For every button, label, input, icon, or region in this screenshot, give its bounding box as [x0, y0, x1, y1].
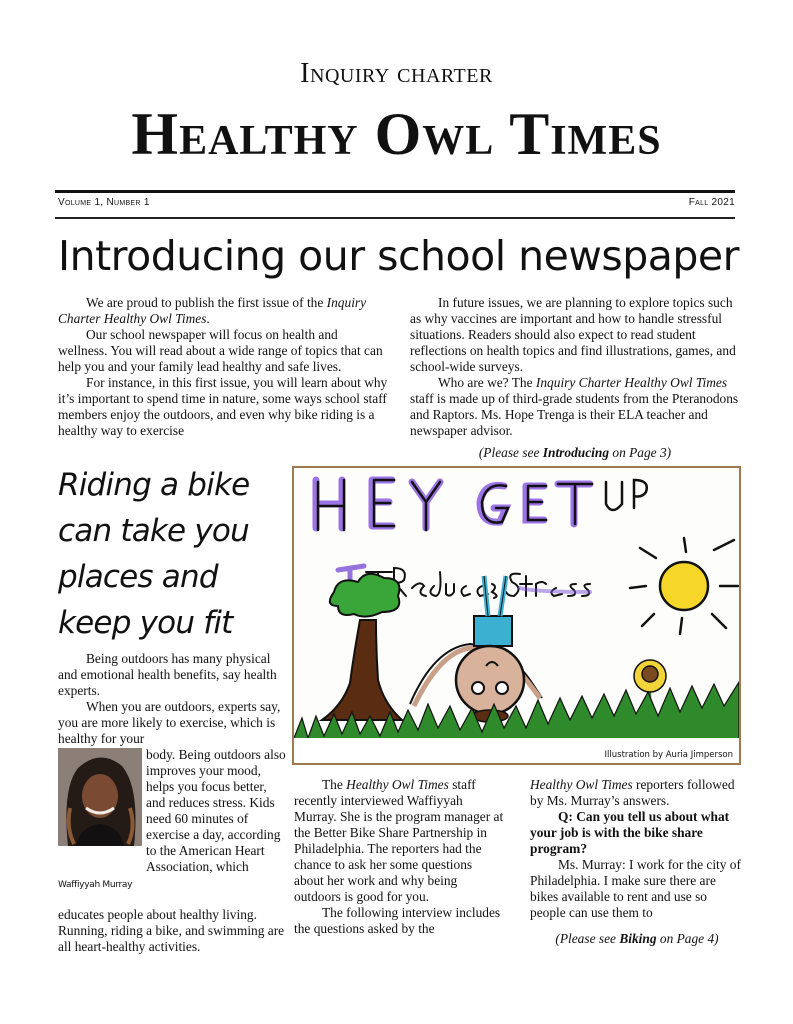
text-run: (Please see	[555, 931, 620, 946]
waffiyyah-murray-photo	[58, 748, 142, 846]
masthead-rule-top	[55, 190, 735, 193]
illustration-drawing	[294, 468, 739, 763]
interview-answer: Ms. Murray: I work for the city of Philadelphia. I make sure there are bikes available to rent and use so people can use them to	[530, 857, 741, 920]
lead-paragraph	[410, 375, 740, 439]
bike-paragraph: When you are outdoors, experts say, you are more likely to exercise, which is healthy for your	[58, 699, 281, 746]
volume-number: Volume 1, Number 1	[58, 197, 150, 208]
jump-line-introducing[interactable]	[410, 445, 740, 461]
text-run: on Page 4)	[656, 931, 719, 946]
portrait-image	[58, 748, 142, 846]
child-figure-drawing	[410, 576, 542, 722]
text-run: reporters followed by Ms. Murray’s answers.	[530, 777, 735, 808]
lead-column-1	[58, 295, 388, 439]
bike-story-body-wrap: body. Being outdoors also improves your mood, helps you focus better, and reduces stress. Kids need 60 minutes of exercise a day, according to the American Heart Association, which	[146, 747, 286, 874]
lead-paragraph: Our school newspaper will focus on health and wellness. You will read about a wide range of topics that can help you and your family lead healthy and safe lives.	[58, 327, 383, 374]
issue-date: Fall 2021	[688, 197, 735, 208]
interview-question: Q: Can you tell us about what your job is with the bike share program?	[530, 809, 730, 856]
text-run: The	[322, 777, 347, 792]
interview-paragraph	[294, 777, 504, 905]
text-run: Who are we? The	[438, 375, 536, 390]
sun-drawing	[630, 538, 738, 634]
jump-keyword: Biking	[619, 931, 657, 946]
jump-keyword: Introducing	[542, 445, 610, 460]
illustration-credit: Illustration by Auria Jimperson	[604, 750, 733, 760]
interview-column-2	[530, 777, 744, 947]
text-run: We are proud to publish the first issue of the	[86, 295, 327, 310]
lead-column-2	[410, 295, 740, 461]
bike-story-body-top	[58, 651, 288, 747]
bike-story-body-bottom: educates people about healthy living. Running, riding a bike, and swimming are all heart-healthy activities.	[58, 907, 285, 954]
lead-paragraph	[58, 295, 388, 327]
publication-name: Healthy Owl Times	[346, 777, 449, 792]
publication-name: Healthy Owl Times	[530, 777, 633, 792]
masthead-kicker: Inquiry charter	[300, 58, 493, 89]
interview-paragraph	[530, 777, 744, 809]
text-run: on Page 3)	[609, 445, 672, 460]
publication-name: Inquiry Charter Healthy Owl Times	[58, 295, 367, 326]
bike-story-headline: Riding a bike can take you places and keep you fit	[58, 467, 250, 641]
publication-name: Inquiry Charter Healthy Owl Times	[535, 375, 728, 390]
lead-headline: Introducing our school newspaper	[58, 232, 739, 280]
student-illustration	[292, 466, 741, 765]
text-run: (Please see	[478, 445, 543, 460]
interview-paragraph: The following interview includes the questions asked by the	[294, 905, 501, 936]
masthead-title: Healthy Owl Times	[131, 101, 662, 167]
interview-column-1	[294, 777, 504, 937]
bike-paragraph: Being outdoors has many physical and emotional health benefits, say health experts.	[58, 651, 277, 698]
masthead-rule-bottom	[55, 217, 735, 219]
text-run: .	[206, 311, 210, 326]
hey-get-up-drawn-text	[316, 480, 647, 530]
text-run: staff is made up of third-grade students from the Pteranodons and Raptors. Ms. Hope Trenga is their ELA teacher and newspaper advisor.	[410, 391, 739, 438]
tree-drawing	[322, 574, 402, 720]
lead-paragraph: In future issues, we are planning to explore topics such as why vaccines are important and how to handle stressful situations. Readers should also expect to read student reflections on health topics and find illustrations, games, and school-wide surveys.	[410, 295, 736, 374]
jump-line-biking[interactable]	[530, 931, 744, 947]
photo-caption: Waffiyyah Murray	[58, 880, 133, 890]
text-run: staff recently interviewed Waffiyyah Murray. She is the program manager at the Better Bike Share Partnership in Philadelphia. The reporters had the chance to ask her some questions about her work and why being outdoors is good for you.	[294, 777, 504, 904]
lead-paragraph: For instance, in this first issue, you will learn about why it’s important to spend time in nature, some ways school staff members enjoy the outdoors, and even why bike riding is a healthy way to exercise	[58, 375, 388, 438]
